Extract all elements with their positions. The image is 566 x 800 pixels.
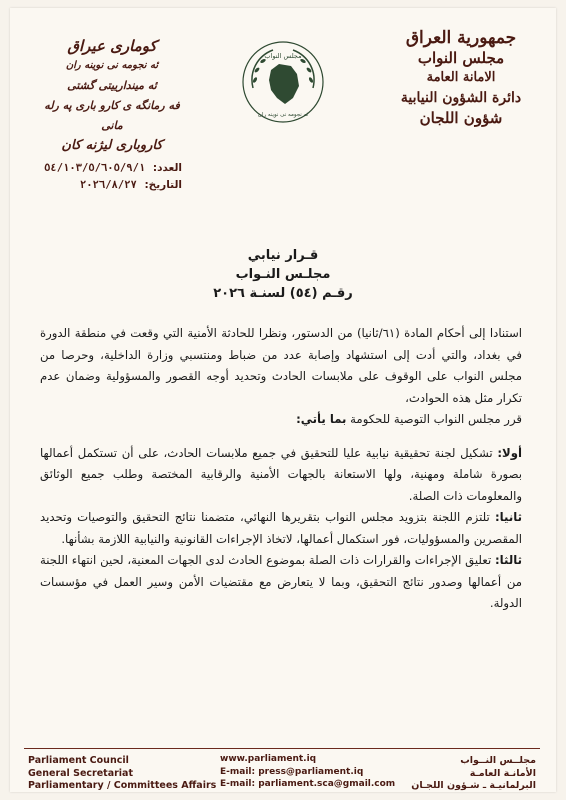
letterhead-kurdish xyxy=(32,36,192,156)
letterhead-line: كوماری عیراق xyxy=(67,37,157,55)
svg-text:ئه نجومه نی نوینه ران: ئه نجومه نی نوینه ران xyxy=(257,112,309,118)
letter-page xyxy=(10,8,556,792)
footer-line: البرلمانيـة ـ شـؤون اللجـان xyxy=(411,780,536,791)
decision-sentence xyxy=(40,409,522,431)
intro-paragraph: استنادا إلى أحكام المادة (٦١/ثانيا) من الدستور، ونظرا للحادثة الأمنية التي وقعت في منطقة الدورة في بغداد، والتي أدت إلى استشهاد وإصابة عدد من ضباط ومنتسبي وزارة الداخلية، وحرصا من مجلس النواب على الوقوف على ملابسات الحادث وتحديد أوجه القصور والمسؤولية وضمان عدم تكرار مثل هذه الحوادث، xyxy=(40,326,522,405)
title-line-1: قـرار نيابي xyxy=(247,248,319,263)
title-line-3: رقـم (٥٤) لسنـة ٢٠٢٦ xyxy=(213,286,353,301)
clause-third xyxy=(40,550,522,615)
clause-label: ثالثا: xyxy=(495,553,522,567)
letterhead-arabic xyxy=(386,28,536,128)
reference-block xyxy=(32,160,182,194)
clause-label: أولا: xyxy=(497,445,522,460)
clause-label: ثانيا: xyxy=(495,510,522,524)
ref-label: العدد: xyxy=(152,162,182,174)
letterhead-line: شؤون اللجان xyxy=(419,109,503,127)
email-press[interactable]: E-mail: press@parliament.iq xyxy=(220,766,364,777)
letterhead-line: فه رمانگه ی کارو باری په رله مانی xyxy=(44,99,180,132)
decision-body xyxy=(40,323,522,615)
footer-arabic xyxy=(411,755,536,793)
footer-line: مجلــس النــواب xyxy=(460,755,536,766)
letterhead-line: مجلس النواب xyxy=(417,49,505,67)
title-line-2: مجلـس النـواب xyxy=(235,267,331,282)
date-value: ٢٠٢٦/٨/٢٧ xyxy=(79,179,137,191)
letterhead-line: دائرة الشؤون النيابية xyxy=(400,90,522,106)
letterhead-line: جمهورية العراق xyxy=(405,28,517,48)
clause-text: تشكيل لجنة تحقيقية نيابية عليا للتحقيق في جميع ملابسات الحادث، على أن تستكمل أعمالها بصورة شاملة ومهنية، ولها الاستعانة بالجهات الأمنية والرقابية المختصة وطلب جميع الوثائق والمعلومات ذات الصلة. xyxy=(40,445,522,503)
website-link[interactable]: www.parliament.iq xyxy=(220,754,317,764)
footer-line: Parliament Council xyxy=(28,755,129,766)
svg-text:مجلس النواب: مجلس النواب xyxy=(264,52,302,60)
date-label: التاريخ: xyxy=(144,179,182,191)
decision-bold: بما يأتي: xyxy=(296,412,347,426)
footer-line: General Secretariat xyxy=(28,767,133,779)
footer-english xyxy=(28,755,216,793)
footer-line: الأمانـة العامـة xyxy=(469,767,536,779)
email-committees[interactable]: E-mail: parliament.sca@gmail.com xyxy=(220,779,396,789)
decision-title xyxy=(10,246,556,303)
clause-first xyxy=(40,443,522,508)
letter-footer xyxy=(24,748,540,793)
footer-line: Parliamentary / Committees Affairs xyxy=(28,780,217,791)
letterhead-line: ئه میندارییتی گشتی xyxy=(67,79,157,92)
decision-prefix: قرر مجلس النواب التوصية للحكومة xyxy=(346,412,522,426)
clause-second xyxy=(40,507,522,550)
footer-contacts xyxy=(220,753,395,791)
letterhead-line: ئه نجومه نی نوینه ران xyxy=(65,60,159,71)
clause-text: تعليق الإجراءات والقرارات ذات الصلة بموضوع الحادث لدى الجهات المعنية، لحين انتهاء اللجنة من أعمالها وصدور نتائج التحقيق، وبما لا يتعارض مع مقتضيات الأمن وسير العمل في مؤسسات الدولة. xyxy=(40,553,522,610)
clause-text: تلتزم اللجنة بتزويد مجلس النواب بتقريرها النهائي، متضمنا نتائج التحقيق والتوصيات وتحديد المقصرين والمسؤوليات، فور استكمال أعمالها، لاتخاذ الإجراءات القانونية والنيابية اللازمة بشأنها. xyxy=(40,510,522,546)
letterhead-line: کاروباری لیژنه کان xyxy=(61,138,163,153)
letterhead-line: الامانة العامة xyxy=(426,70,496,85)
ref-number: ٥٤/١٠٣/٥/٦٠٥/٩/١ xyxy=(44,162,146,174)
parliament-emblem-logo xyxy=(235,36,331,132)
